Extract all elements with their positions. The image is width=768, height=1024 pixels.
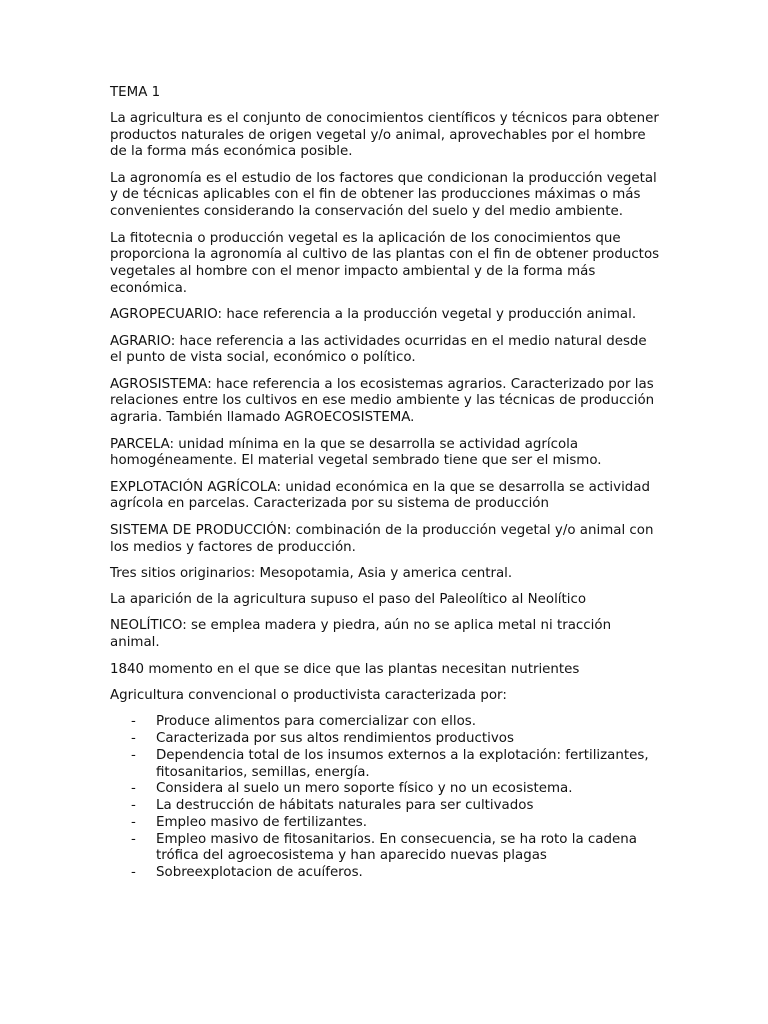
list-item [110, 832, 662, 866]
bullet-dash: - [131, 747, 136, 763]
bullet-dash: - [131, 714, 136, 730]
bullet-dash: - [131, 798, 136, 814]
list-item-text: Sobreexplotacion de acuíferos. [156, 865, 363, 881]
bullet-list [110, 714, 662, 882]
paragraph-aparicion-agricultura: La aparición de la agricultura supuso el paso del Paleolítico al Neolítico [110, 592, 587, 608]
paragraph-agricultura-convencional: Agricultura convencional o productivista caracterizada por: [110, 687, 507, 703]
paragraph-agrario: AGRARIO: hace referencia a las actividades ocurridas en el medio natural desde el punto de vista social, económico o político. [110, 333, 647, 366]
list-item-text: Empleo masivo de fertilizantes. [156, 814, 368, 830]
list-item [110, 781, 662, 798]
paragraph-agrosistema: AGROSISTEMA: hace referencia a los ecosistemas agrarios. Caracterizado por las relaciones entre los cultivos en ese medio ambiente y las técnicas de producción agraria. También llamado AGROECOSISTEMA. [110, 376, 655, 426]
paragraph-sitios-originarios: Tres sitios originarios: Mesopotamia, Asia y america central. [110, 565, 513, 581]
bullet-dash: - [131, 814, 136, 830]
list-item [110, 815, 662, 832]
paragraph-fitotecnia: La fitotecnia o producción vegetal es la aplicación de los conocimientos que proporciona la agronomía al cultivo de las plantas con el fin de obtener productos vegetales al hombre con el menor impacto ambiental y de la forma más económica. [110, 230, 660, 296]
paragraph-neolitico: NEOLÍTICO: se emplea madera y piedra, aún no se aplica metal ni tracción animal. [110, 618, 612, 651]
list-item [110, 731, 662, 748]
list-item-text: Considera al suelo un mero soporte físico y no un ecosistema. [156, 781, 573, 797]
list-item [110, 865, 662, 882]
list-item [110, 748, 662, 782]
list-item [110, 798, 662, 815]
document-body [110, 85, 662, 882]
document-title: TEMA 1 [110, 85, 161, 100]
list-item-text: La destrucción de hábitats naturales para ser cultivados [156, 798, 534, 814]
list-item-text: Dependencia total de los insumos externos a la explotación: fertilizantes, fitosanitarios, semillas, energía. [156, 747, 649, 780]
bullet-dash: - [131, 831, 136, 847]
paragraph-explotacion: EXPLOTACIÓN AGRÍCOLA: unidad económica en la que se desarrolla se actividad agrícola en parcelas. Caracterizada por su sistema de producción [110, 479, 651, 512]
paragraph-sistema-produccion: SISTEMA DE PRODUCCIÓN: combinación de la producción vegetal y/o animal con los medios y factores de producción. [110, 522, 654, 555]
paragraph-agronomia: La agronomía es el estudio de los factores que condicionan la producción vegetal y de técnicas aplicables con el fin de obtener las producciones máximas o más convenientes considerando la conservación del suelo y del medio ambiente. [110, 170, 657, 220]
list-item-text: Caracterizada por sus altos rendimientos productivos [156, 730, 514, 746]
paragraph-1840: 1840 momento en el que se dice que las plantas necesitan nutrientes [110, 661, 580, 677]
paragraph-parcela: PARCELA: unidad mínima en la que se desarrolla se actividad agrícola homogéneamente. El material vegetal sembrado tiene que ser el mismo. [110, 436, 602, 469]
list-item [110, 714, 662, 731]
list-item-text: Produce alimentos para comercializar con ellos. [156, 714, 477, 730]
paragraph-agropecuario: AGROPECUARIO: hace referencia a la producción vegetal y producción animal. [110, 307, 637, 323]
bullet-dash: - [131, 781, 136, 797]
bullet-dash: - [131, 865, 136, 881]
paragraph-agricultura: La agricultura es el conjunto de conocimientos científicos y técnicos para obtener productos naturales de origen vegetal y/o animal, aprovechables por el hombre de la forma más económica posible. [110, 110, 659, 160]
list-item-text: Empleo masivo de fitosanitarios. En consecuencia, se ha roto la cadena trófica del agroecosistema y han aparecido nuevas plagas [156, 831, 637, 864]
bullet-dash: - [131, 730, 136, 746]
